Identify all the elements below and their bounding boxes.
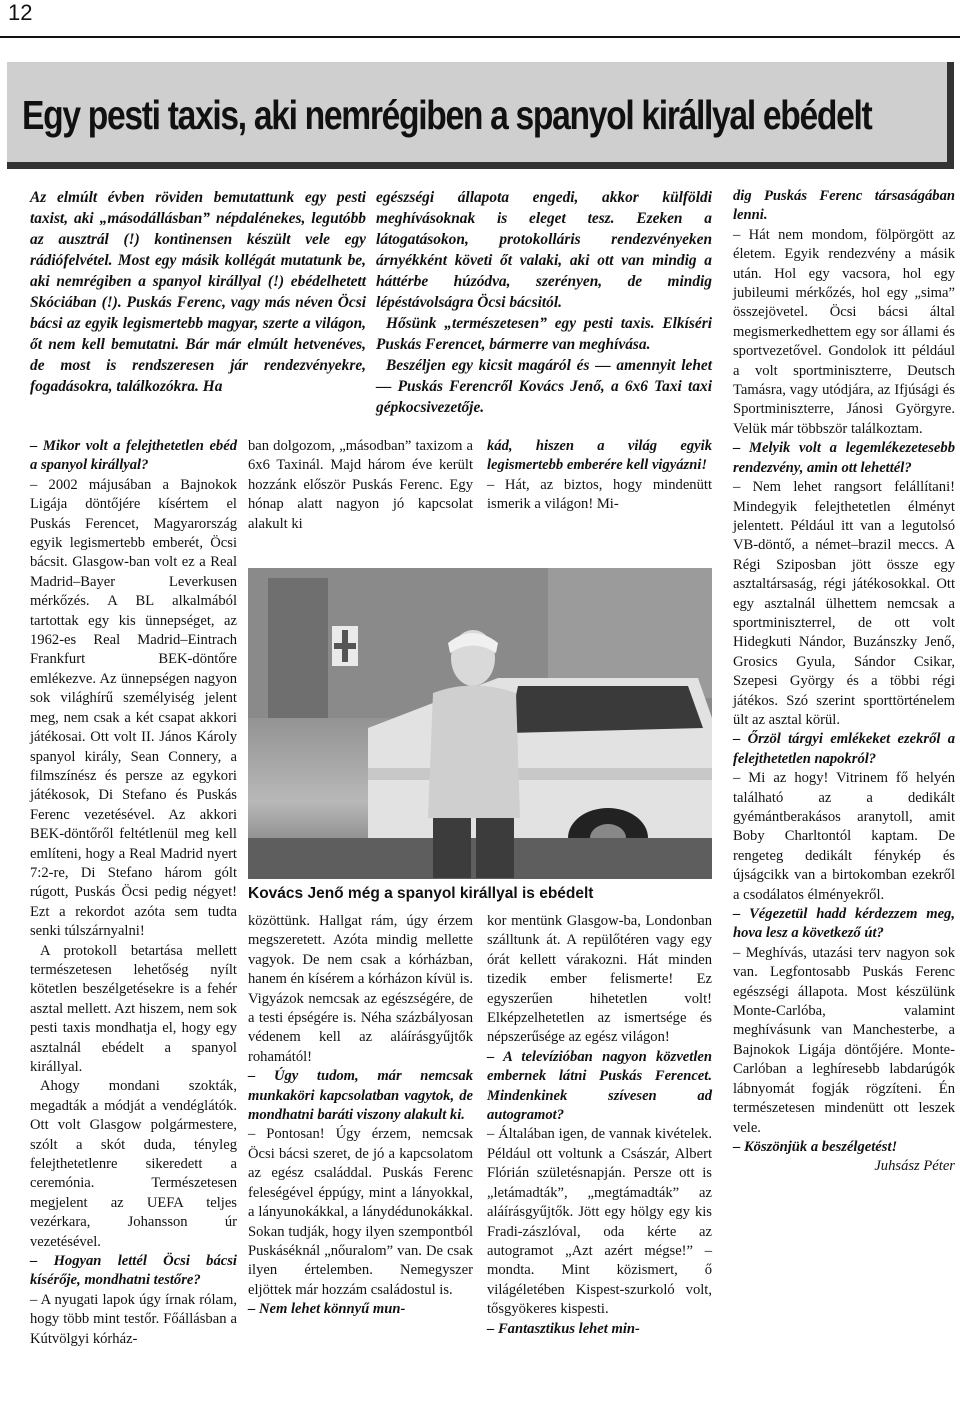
lead-continued [376, 187, 712, 418]
paragraph: kor mentünk Glasgow-ba, Londonban szálltunk át. A repülőtéren vagy egy órát kellett várakozni. Hát minden tizedik ember felismerte! Ez egyszerűen hihetetlen volt! Elképzelhetetlen az ismertsége és népszerűsége az egész világon! [487, 913, 712, 1046]
question: dig Puskás Ferenc társaságában lenni. [733, 188, 955, 224]
question: – Hogyan lettél Öcsi bácsi kísérője, mondhatni testőre? [30, 1253, 237, 1289]
lead-text-col1: Az elmúlt évben röviden bemutattunk egy pesti taxist, aki „másodállásban” népdalénekes, legutóbb az ausztrál (!) kontinensen készült vele egy rádiófelvétel. Most egy másik kollégát mutatunk be, aki nemrégiben a spanyol királlyal (!) ebédelhetett Skóciában (!). Puskás Ferenc, vagy más néven Öcsi bácsi az egyik legismertebb magyar, szerte a világon, őt nem kell bemutatni. Bár már elmúlt hetvenéves, de most is rendszeresen jár rendezvényekre, fogadásokra, találkozókra. Ha [30, 189, 366, 395]
lead-text-col2a: egészségi állapota engedi, akkor külföldi meghívásoknak is eleget tesz. Ezeken a látogatásokon, protokolláris rendezvényeken árnyékként követi őt valaki, aki ott van mindig a háttérbe húzódva, szerényen, de mindig lépéstávolságra Öcsi bácsitól. [376, 189, 712, 311]
question: – Fantasztikus lehet min- [487, 1320, 640, 1337]
question: – A televízióban nagyon közvetlen embernek látni Puskás Ferencet. Mindenkinek szívesen ad autogramot? [487, 1048, 712, 1124]
header-rule [0, 36, 960, 38]
paragraph: A protokoll betartása mellett természetesen lehetőség nyílt kötetlen beszélgetésekre is a fehér asztal mellett. Azt hiszem, nem sok pesti taxis mondhatja el, hogy egy asztalnál ebédelt a spanyol királlyal. [30, 942, 237, 1075]
paragraph: – Meghívás, utazási terv nagyon sok van. Legfontosabb Puskás Ferenc egészségi állapota. Most készülünk Monte-Carlóba, valamint meghívásunk van Manchesterbe, a Bajnokok Ligája döntőjére. Monte-Carlóban a leghíresebb labdarúgók lábnyomát fogják rögzíteni. Én természetesen mindenütt ott leszek vele. [733, 944, 955, 1136]
paragraph: – Hát nem mondom, fölpörgött az életem. Egyik rendezvény a másik után. Hol egy vacsora, hol egy jubileumi mérkőzés, hol egy „sima” összejövetel. Öcsi bácsi által megismerkedhettem egy sor állami és sportvezetővel. Gondolok itt például a volt sportminiszterre, Deutsch Tamásra, vagy utódjára, az Ifjúsági és Sportminiszterre, Jánosi Györgyre. Velük már többször találkoztam. [733, 226, 955, 437]
photo-caption: Kovács Jenő még a spanyol királlyal is ebédelt [248, 885, 594, 902]
text-column-2-top [248, 437, 473, 534]
question: – Nem lehet könnyű mun- [248, 1301, 406, 1318]
paragraph: – A nyugati lapok úgy írnak rólam, hogy több mint testőr. Főállásban a Kútvölgyi kórház- [30, 1291, 237, 1347]
question: – Végezetül hadd kérdezzem meg, hova lesz a következő út? [733, 906, 955, 942]
paragraph: – Általában igen, de vannak kivételek. Például ott voltunk a Császár, Albert Flórián születésnapján. Persze ott is „letámadták”, „megtámadták” az aláírásgyűjtők. Jött egy hölgy egy kis Fradi-zászlóval, oda kérte az autogramot „Azt azért mégse!” – mondta. Mint közismert, ő világéletében Kispest-szurkoló volt, tősgyökeres kispesti. [487, 1126, 712, 1318]
question: – Melyik volt a legemlékezetesebb rendezvény, amin ott lehettél? [733, 440, 955, 476]
paragraph: – Pontosan! Úgy érzem, nemcsak Öcsi bácsi szeret, de jó a kapcsolatom az egész családdal. Puskás Ferenc feleségével éppúgy, mint a lányokkal, a lányunokákkal, a lánydédunokákkal. Sokan tudják, hogy ilyen szempontból Puskáséknál „nőuralom” van. De csak ilyen értelemben. Nemegyszer eljöttek már hozzám családostul is. [248, 1126, 473, 1298]
page-number: 12 [8, 0, 33, 25]
lead-text-col2c: Beszéljen egy kicsit magáról és — amennyit lehet — Puskás Ferencről Kovács Jenő, a 6x6 Taxi taxi gépkocsivezetője. [376, 357, 712, 416]
taxi-driver-photo [248, 568, 712, 879]
paragraph: – Mi az hogy! Vitrinem fő helyén található az a dedikált gyémántberakásos aranytoll, amit Boby Charltontól kaptam. De rengeteg dedikált fénykép és újságcikk van a birtokomban ezekről a csodálatos élményekről. [733, 770, 955, 903]
question: – Őrzöl tárgyi emlékeket ezekről a felejthetetlen napokról? [733, 731, 955, 767]
lead-paragraph [30, 187, 366, 397]
question: – Úgy tudom, már nemcsak munkaköri kapcsolatban vagytok, de mondhatni baráti viszony alakult ki. [248, 1068, 473, 1124]
question: kád, hiszen a világ egyik legismertebb emberére kell vigyázni! [487, 438, 712, 474]
paragraph: közöttünk. Hallgat rám, úgy érzem megszeretett. Azóta mindig mellette vagyok. De nem csak a kórházban, hanem én kísérem a kórházon kívül is. Vigyázok nemcsak az egészségére, de a testi épségére is. Néha százbályosan védenem kell az aláírásgyűjtők rohamától! [248, 913, 473, 1065]
paragraph: – 2002 májusában a Bajnokok Ligája döntőjére kísértem el Puskás Ferencet, Magyarország egyik legismertebb emberét, Öcsi bácsit. Glasgow-ban volt ez a Real Madrid–Bayer Leverkusen mérkőzés. A BL alkalmából tartottak egy kis ünnepséget, az 1962-es Real Madrid–Eintrach Frankfurt BEK-döntőre emlékezve. Az ünnepségen nagyon sok világhírű személyiség jelent meg, nem csak a két csapat akkori játékosai. Ott volt II. János Károly spanyol király, Sean Connery, a filmszínész és persze az egykori játékosok, Di Stefano és Puskás Ferenc vezetésével. Az akkori BEK-döntőről feltétlenül meg kell említeni, hogy a Real Madrid nyert 7:2-re, Di Stefano három gólt rúgott, Puskás Öcsi pedig négyet! Ezt a rekordot azóta sem tudta senki túlszárnyalni! [30, 476, 237, 940]
text-column-1 [30, 437, 237, 1349]
author-signature: Juhsász Péter [874, 1158, 955, 1175]
paragraph: – Nem lehet rangsort felállítani! Mindegyik felejthetetlen élményt jelentett. Például itt van a legutolsó VB-döntő, a német–brazil meccs. A Régi Sziposban jött össze egy asztaltársaság, régi játékosokkal. Ott egy asztalnál ülhettem nemcsak a sportminiszterrel, de ott volt Hidegkuti Nándor, Buzánszky Jenő, Grosics Gyula, Sándor Csikar, Szepesi György és a többi régi játékos. Szó szerint sporttörténelem ült az asztal körül. [733, 479, 955, 728]
question: – Mikor volt a felejthetetlen ebéd a spanyol királlyal? [30, 438, 237, 474]
text-column-3-top [487, 437, 712, 515]
paragraph: Ahogy mondani szokták, megadták a módját a vendéglátók. Ott volt Glasgow polgármestere, szólt a skót duda, tényleg felejthetetlenre sikeredett a ceremónia. Természetesen megjelent az UEFA teljes vezérkara, Johansson úr vezetésével. [30, 1078, 237, 1250]
article-photo [248, 568, 712, 879]
text-column-4 [733, 187, 955, 1177]
question: – Köszönjük a beszélgetést! [733, 1138, 898, 1155]
paragraph: – Hát, az biztos, hogy mindenütt ismerik a világon! Mi- [487, 476, 712, 513]
text-column-3-bottom [487, 912, 712, 1339]
text-column-2-bottom [248, 912, 473, 1320]
paragraph: ban dolgozom, „másodban” taxizom a 6x6 Taxinál. Majd három éve került hozzánk először Puskás Ferenc. Egy hónap alatt nagyon jó kapcsolat alakult ki [248, 438, 473, 532]
article-title: Egy pesti taxis, aki nemrégiben a spanyol királlyal ebédelt [22, 92, 872, 138]
lead-text-col2b: Hősünk „természetesen” egy pesti taxis. Elkíséri Puskás Ferencet, bármerre van meghívása. [376, 315, 712, 353]
